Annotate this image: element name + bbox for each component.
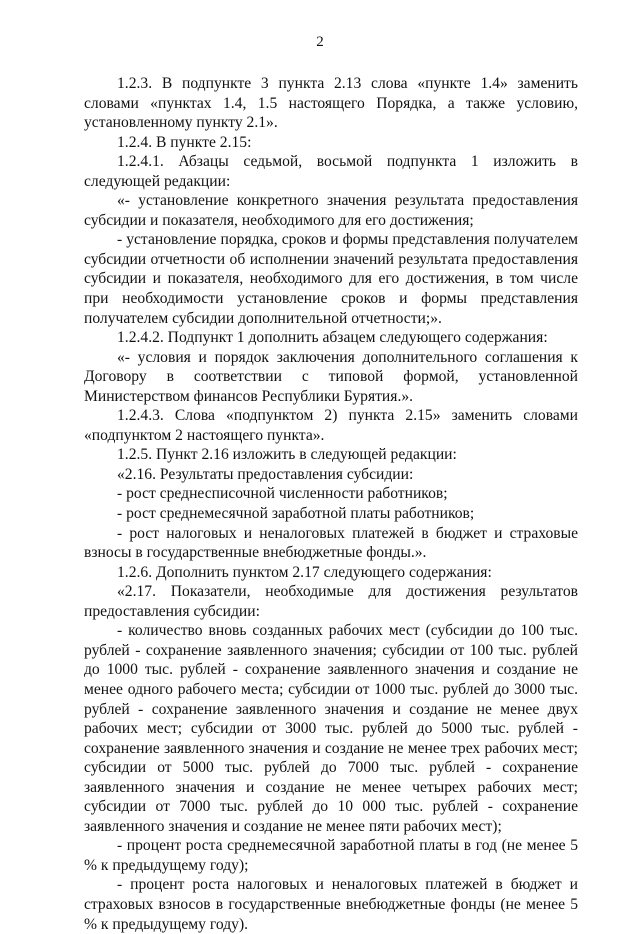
quoted-item-reporting: - установление порядка, сроков и формы представления получателем субсидии отчетности об исполнении значений результата предоставления субсидии и показателя, необходимого для его достижения, в том числе при необходимости установление сроков и формы представления получателем субсидии дополнительной отчетности;».	[84, 231, 578, 327]
page-number: 2	[316, 34, 324, 50]
list-item-salary: - рост среднемесячной заработной платы работников;	[117, 505, 475, 523]
list-item-new-jobs: - количество вновь созданных рабочих мест (субсидии до 100 тыс. рублей - сохранение заявленного значения; субсидии от 100 тыс. рублей до 1000 тыс. рублей - сохранение заявленного значения и создание не менее одного рабочего места; субсидии от 1000 тыс. рублей до 3000 тыс. рублей - сохранение заявленного значения и создание не менее двух рабочих мест; субсидии от 3000 тыс. рублей до 5000 тыс. рублей - сохранение заявленного значения и создание не менее трех рабочих мест; субсидии от 5000 тыс. рублей до 7000 тыс. рублей - сохранение заявленного значения и создание не менее четырех рабочих мест; субсидии от 7000 тыс. рублей до 10 000 тыс. рублей - сохранение заявленного значения и создание не менее пяти рабочих мест);	[84, 622, 578, 835]
list-item-salary-growth: - процент роста среднемесячной заработной платы в год (не менее 5 % к предыдущему году);	[84, 837, 578, 874]
paragraph-1-2-4: 1.2.4. В пункте 2.15:	[117, 133, 252, 151]
list-item-headcount: - рост среднесписочной численности работников;	[117, 485, 448, 503]
paragraph-1-2-4-3: 1.2.4.3. Слова «подпунктом 2) пункта 2.15» заменить словами «подпунктом 2 настоящего пункта».	[84, 407, 578, 444]
list-item-tax-growth: - процент роста налоговых и неналоговых платежей в бюджет и страховых взносов в государственные внебюджетные фонды (не менее 5 % к предыдущему году).	[84, 876, 578, 933]
paragraph-1-2-5: 1.2.5. Пункт 2.16 изложить в следующей редакции:	[117, 446, 457, 464]
paragraph-1-2-6: 1.2.6. Дополнить пунктом 2.17 следующего содержания:	[117, 563, 492, 581]
quoted-item-additional-agreement: «- условия и порядок заключения дополнительного соглашения к Договору в соответствии с типовой формой, установленной Министерством финансов Республики Бурятия.».	[84, 348, 578, 405]
document-body	[84, 74, 578, 934]
quoted-item-2-16: «2.16. Результаты предоставления субсидии:	[117, 465, 414, 483]
paragraph-1-2-3: 1.2.3. В подпункте 3 пункта 2.13 слова «пункте 1.4» заменить словами «пунктах 1.4, 1.5 настоящего Порядка, а также условию, установленному пункту 2.1».	[84, 75, 578, 132]
list-item-tax-payments: - рост налоговых и неналоговых платежей в бюджет и страховые взносы в государственные внебюджетные фонды.».	[84, 524, 578, 562]
paragraph-1-2-4-1: 1.2.4.1. Абзацы седьмой, восьмой подпункта 1 изложить в следующей редакции:	[84, 153, 578, 190]
quoted-item-2-17: «2.17. Показатели, необходимые для достижения результатов предоставления субсидии:	[84, 583, 578, 620]
paragraph-1-2-4-2: 1.2.4.2. Подпункт 1 дополнить абзацем следующего содержания:	[117, 329, 548, 347]
quoted-item-result-value: «- установление конкретного значения результата предоставления субсидии и показателя, необходимого для его достижения;	[84, 192, 578, 229]
